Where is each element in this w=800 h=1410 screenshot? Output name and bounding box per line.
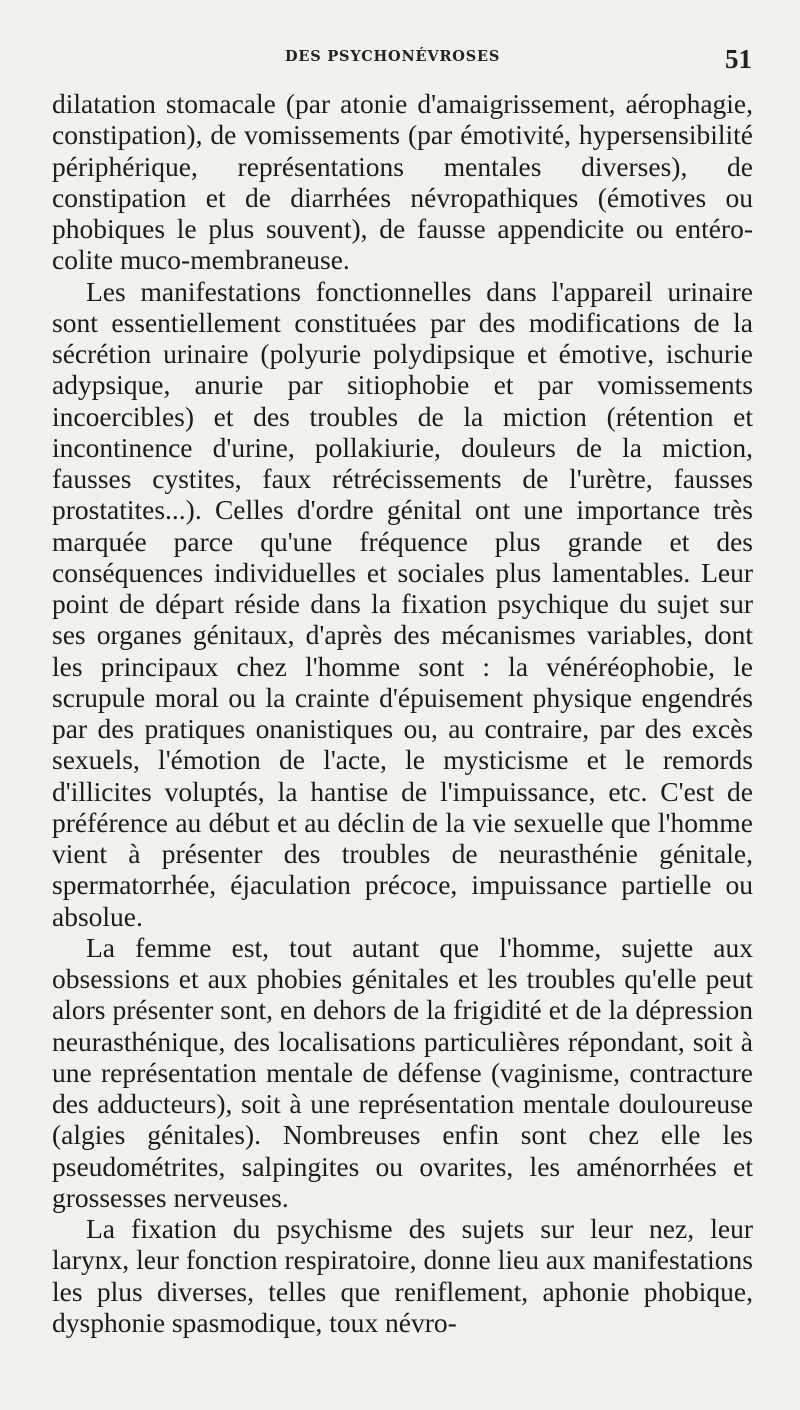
paragraph-urinary: Les manifestations fonctionnelles dans l'appareil urinaire sont essentiellement constituées par des modifications de la sécrétion urinaire (polyurie polydipsique et émotive, ischurie adypsique, anurie par sitiophobie et par vomissements incoercibles) et des troubles de la miction (rétention et incontinence d'urine, pollakiurie, douleurs de la miction, fausses cystites, faux rétrécissements de l'urètre, fausses prostatites...). Celles d'ordre génital ont une importance très marquée parce qu'une fréquence plus grande et des conséquences individuelles et sociales plus lamentables. Leur point de départ réside dans la fixation psychique du sujet sur ses organes génitaux, d'après des mécanismes variables, dont les principaux chez l'homme sont : la vénéréophobie, le scrupule moral ou la crainte d'épuisement physique engendrés par des pratiques onanistiques ou, au contraire, par des excès sexuels, l'émotion de l'acte, le mysticisme et le remords d'illicites voluptés, la hantise de l'impuissance, etc. C'est de préférence au début et au déclin de la vie sexuelle que l'homme vient à présenter des troubles de neurasthénie génitale, spermatorrhée, éjaculation précoce, impuissance partielle ou absolue. xyxy=(52,275,753,932)
running-head: DES PSYCHONÉVROSES xyxy=(285,48,501,65)
paragraph-continuation: dilatation stomacale (par atonie d'amaigrissement, aérophagie, constipation), de vomissements (par émotivité, hypersensibilité périphérique, représentations mentales diverses), de constipation et de diarrhées névropathiques (émotives ou phobiques le plus souvent), de fausse appendicite ou entéro-colite muco-membraneuse. xyxy=(52,88,753,276)
page-number: 51 xyxy=(725,44,752,74)
page-header xyxy=(0,44,800,74)
paragraph-respiratory: La fixation du psychisme des sujets sur leur nez, leur larynx, leur fonction respiratoire, donne lieu aux manifestations les plus diverses, telles que reniflement, aphonie phobique, dysphonie spasmodique, toux névro- xyxy=(52,1213,753,1338)
body-text xyxy=(52,88,753,1338)
paragraph-female: La femme est, tout autant que l'homme, sujette aux obsessions et aux phobies génitales et les troubles qu'elle peut alors présenter sont, en dehors de la frigidité et de la dépression neurasthénique, des localisations particulières répondant, soit à une représentation mentale de défense (vaginisme, contracture des adducteurs), soit à une représentation mentale douloureuse (algies génitales). Nombreuses enfin sont chez elle les pseudométrites, salpingites ou ovarites, les aménorrhées et grossesses nerveuses. xyxy=(52,931,753,1213)
